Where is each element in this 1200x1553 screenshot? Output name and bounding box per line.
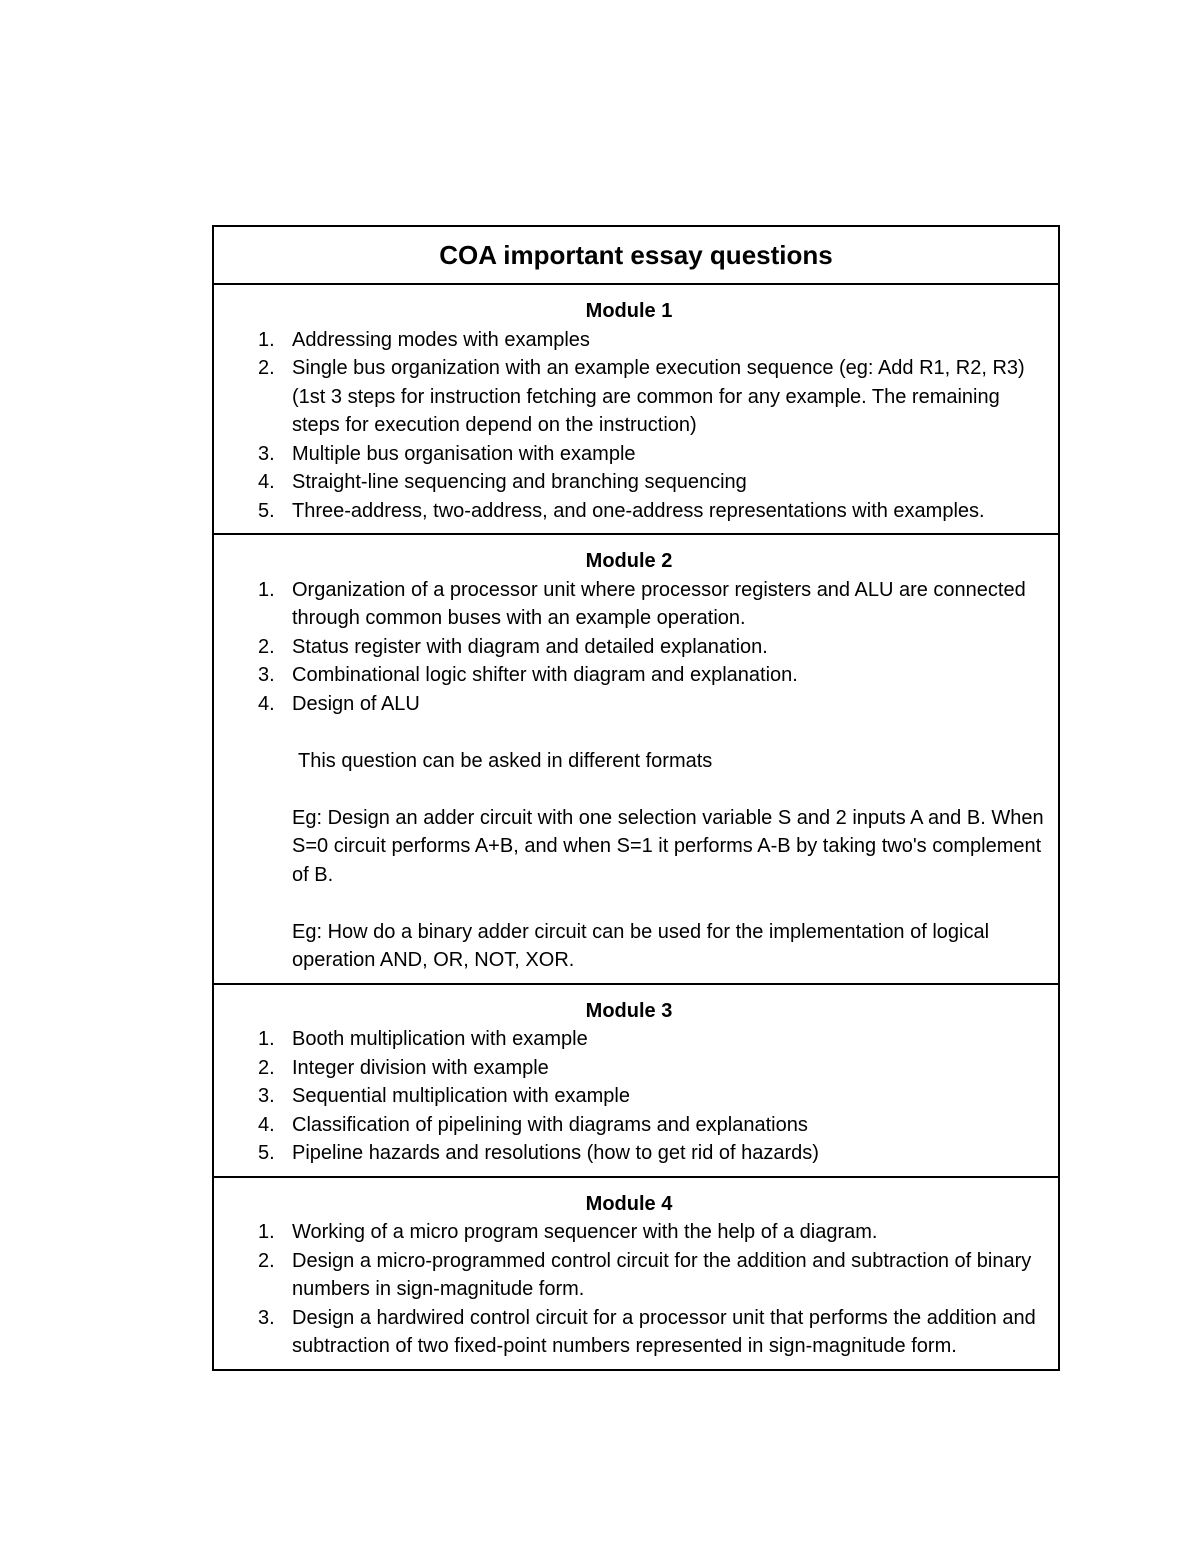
question-text: Status register with diagram and detailed explanation. xyxy=(292,635,768,658)
question-item xyxy=(214,354,1044,440)
question-item xyxy=(214,1139,1044,1168)
question-item xyxy=(214,1054,1044,1083)
question-text: Combinational logic shifter with diagram and explanation. xyxy=(292,664,798,686)
question-text: Addressing modes with examples xyxy=(292,328,590,351)
question-number: 3. xyxy=(258,1306,275,1329)
question-text: Working of a micro program sequencer with the help of a diagram. xyxy=(292,1221,878,1243)
module-heading: Module 1 xyxy=(585,300,673,322)
question-item xyxy=(214,440,1044,469)
question-item xyxy=(214,1082,1044,1111)
question-list xyxy=(214,326,1044,526)
question-item xyxy=(214,633,1044,662)
question-number: 2. xyxy=(258,357,275,379)
question-text: Single bus organization with an example execution sequence (eg: Add R1, R2, R3) (1st 3 steps for instruction fetching are common for any example. The remaining steps for execution depend on the instruction) xyxy=(292,357,1025,436)
question-text: Multiple bus organisation with example xyxy=(292,442,636,465)
question-item xyxy=(214,326,1044,355)
question-number: 1. xyxy=(258,578,275,601)
question-list xyxy=(214,1218,1044,1361)
question-item xyxy=(214,1111,1044,1140)
questions-table xyxy=(212,225,1060,1371)
question-number: 3. xyxy=(258,1085,275,1107)
question-item xyxy=(214,1218,1044,1247)
module-3-section xyxy=(214,985,1058,1178)
question-text: Classification of pipelining with diagrams and explanations xyxy=(292,1113,808,1136)
question-text: Pipeline hazards and resolutions (how to get rid of hazards) xyxy=(292,1142,819,1164)
question-item xyxy=(214,1247,1044,1304)
question-list xyxy=(214,1025,1044,1168)
question-item xyxy=(214,1304,1044,1361)
question-number: 2. xyxy=(258,1249,275,1272)
question-item xyxy=(214,497,1044,526)
question-number: 1. xyxy=(258,1221,275,1243)
question-text: Design a hardwired control circuit for a processor unit that performs the addition and subtraction of two fixed-point numbers represented in sign-magnitude form. xyxy=(292,1306,1036,1357)
question-number: 3. xyxy=(258,442,275,465)
question-item xyxy=(214,576,1044,633)
question-number: 3. xyxy=(258,664,275,686)
question-text: Organization of a processor unit where processor registers and ALU are connected through common buses with an example operation. xyxy=(292,578,1026,629)
question-number: 1. xyxy=(258,328,275,351)
question-number: 2. xyxy=(258,1056,275,1079)
question-number: 4. xyxy=(258,692,275,715)
question-item xyxy=(214,1025,1044,1054)
module-heading: Module 2 xyxy=(585,550,673,572)
document-title: COA important essay questions xyxy=(214,227,1058,285)
module-4-section xyxy=(214,1178,1058,1369)
question-number: 1. xyxy=(258,1028,275,1050)
module-2-section xyxy=(214,535,1058,985)
question-note xyxy=(292,747,1044,975)
question-item xyxy=(214,661,1044,690)
module-heading: Module 3 xyxy=(585,999,673,1022)
question-text: Integer division with example xyxy=(292,1056,549,1079)
question-number: 4. xyxy=(258,1113,275,1136)
question-text: Three-address, two-address, and one-address representations with examples. xyxy=(292,499,985,522)
question-number: 4. xyxy=(258,471,275,493)
question-text: Design of ALU xyxy=(292,692,420,715)
question-text: Booth multiplication with example xyxy=(292,1028,588,1050)
question-text: Straight-line sequencing and branching sequencing xyxy=(292,471,747,493)
note-example: Eg: Design an adder circuit with one selection variable S and 2 inputs A and B. When S=0 circuit performs A+B, and when S=1 it performs A-B by taking two's complement of B. xyxy=(292,806,1044,886)
question-number: 2. xyxy=(258,635,275,658)
question-text: Design a micro-programmed control circuit for the addition and subtraction of binary numbers in sign-magnitude form. xyxy=(292,1249,1032,1300)
question-list xyxy=(214,576,1044,975)
question-text: Sequential multiplication with example xyxy=(292,1085,630,1107)
note-intro: This question can be asked in different formats xyxy=(298,749,713,772)
module-heading: Module 4 xyxy=(585,1192,673,1215)
question-number: 5. xyxy=(258,1142,275,1164)
question-item xyxy=(214,468,1044,497)
question-number: 5. xyxy=(258,499,275,522)
module-1-section xyxy=(214,285,1058,535)
question-item xyxy=(214,690,1044,975)
note-example: Eg: How do a binary adder circuit can be used for the implementation of logical operation AND, OR, NOT, XOR. xyxy=(292,920,990,971)
